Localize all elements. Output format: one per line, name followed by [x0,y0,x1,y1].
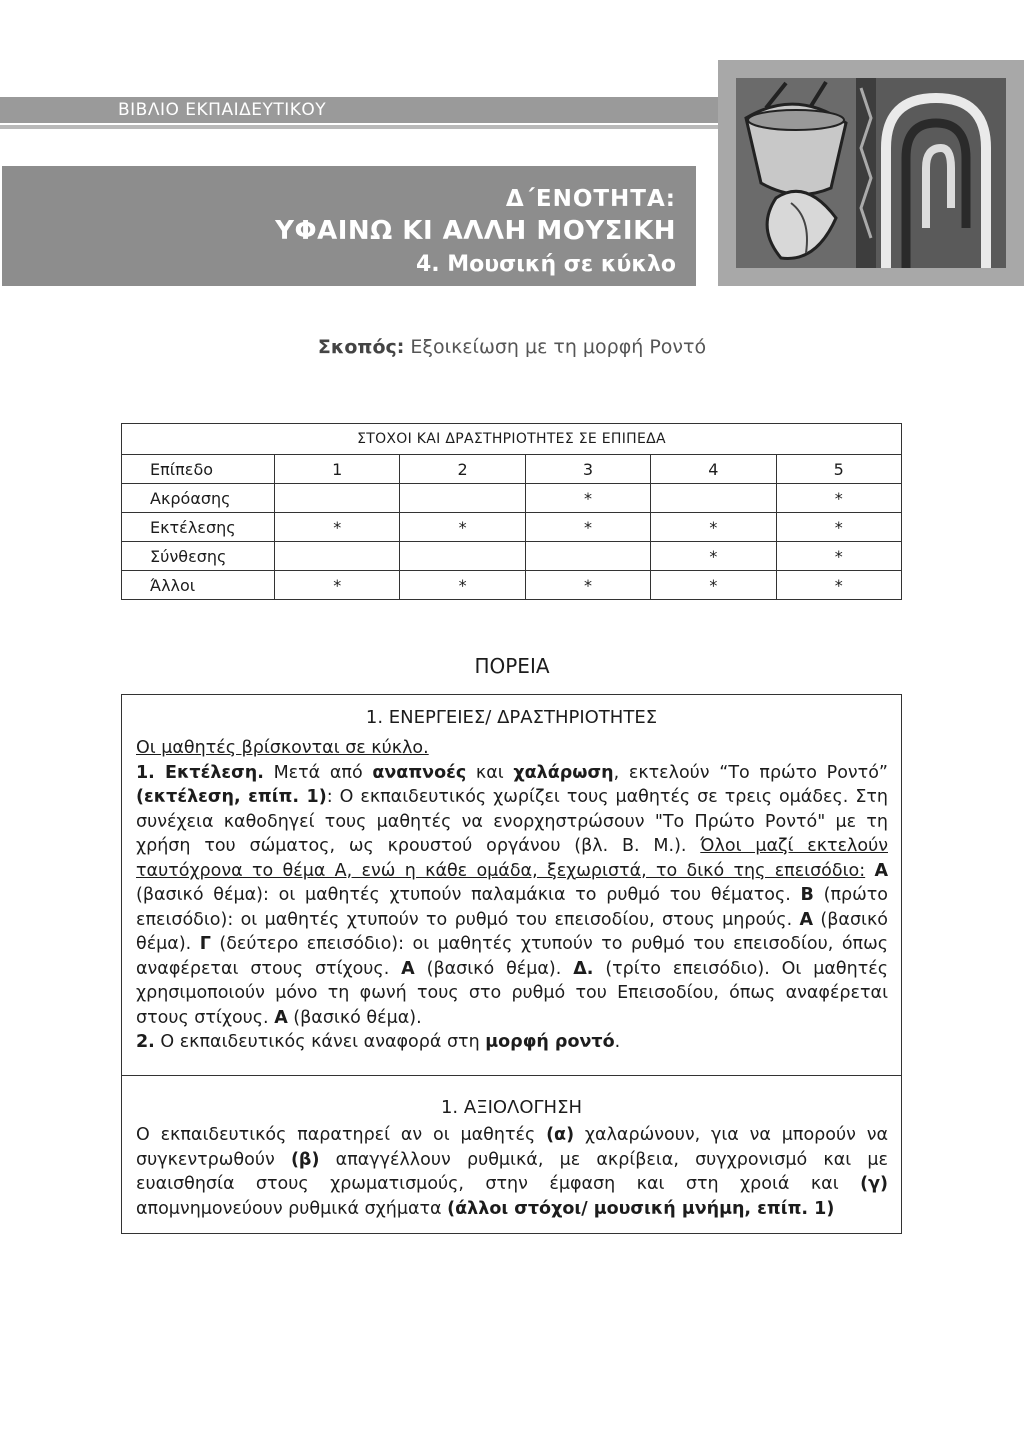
table-title-row [122,424,902,455]
unit-title: ΥΦΑΙΝΩ ΚΙ ΑΛΛΗ ΜΟΥΣΙΚΗ [275,216,676,246]
text-run: (βασικό θέμα). [414,958,574,979]
text-run: (τρίτο επεισόδιο). Οι μαθητές χρησιμοποιούν μόνο τη φωνή τους στο ρυθμό του Επεισοδίου, όπως αναφέρεται στους στίχους. [136,958,888,1028]
table-title: ΣΤΟΧΟΙ ΚΑΙ ΔΡΑΣΤΗΡΙΟΤΗΤΕΣ ΣΕ ΕΠΙΠΕΔΑ [122,424,902,455]
table-cell: * [776,542,902,571]
text-run: χαλάρωση [513,762,614,783]
artwork-frame [718,60,1024,286]
row-label: Εκτέλεσης [122,513,275,542]
activities-paragraph-1 [136,761,888,1031]
text-run: και [466,762,514,783]
text-run: Όλοι μαζί εκτελούν ταυτόχρονα το θέμα Α, ενώ η κάθε ομάδα, ξεχωριστά, το δικό της επεισόδιο: [136,836,888,881]
table-header-row [122,455,902,484]
activities-paragraph-2 [136,1030,888,1055]
table-cell: * [776,484,902,513]
unit-number: Δ΄ΕΝΟΤΗΤΑ: [505,186,676,212]
table-row [122,513,902,542]
table-row [122,484,902,513]
text-run: 1. Εκτέλεση. [136,762,264,783]
text-run: (α) [546,1125,575,1145]
assessment-text [136,1123,888,1221]
text-run: . [614,1032,621,1052]
table-cell [651,484,776,513]
text-run: αναπνοές [372,762,467,783]
table-row [122,542,902,571]
text-run: (βασικό θέμα): οι μαθητές χτυπούν παλαμάκια το ρυθμό του θέματος. [136,885,801,905]
text-run: απαγγέλλουν ρυθμικά, με ακρίβεια, συγχρονισμό και με ευαισθησία στους χρωματισμούς, στην έμφαση και στη χροιά και [136,1149,888,1194]
text-run: (β) [290,1149,320,1170]
unit-title-box [2,166,696,286]
table-cell: * [400,571,525,600]
text-run: Ο εκπαιδευτικός κάνει αναφορά στη [154,1032,486,1052]
text-run: (γ) [860,1174,888,1194]
table-cell: * [275,513,400,542]
purpose-text: Εξοικείωση με τη μορφή Ροντό [404,336,707,358]
header-strip-rule [0,125,718,129]
levels-table [121,423,902,600]
text-run: Α [874,860,888,881]
text-run: μορφή ροντό [485,1032,615,1052]
lesson-purpose [0,336,1024,358]
text-run: (βασικό θέμα). [136,909,888,954]
book-label: ΒΙΒΛΙΟ ΕΚΠΑΙΔΕΥΤΙΚΟΥ [118,100,327,120]
activities-intro: Οι μαθητές βρίσκονται σε κύκλο. [136,738,429,758]
table-cell: * [776,571,902,600]
table-cell [275,542,400,571]
header-cell: Επίπεδο [122,455,275,484]
text-run: (πρώτο επεισόδιο): οι μαθητές χτυπούν το ρυθμό του επεισοδίου, στους μηρούς. [136,885,888,930]
activities-title: 1. ΕΝΕΡΓΕΙΕΣ/ ΔΡΑΣΤΗΡΙΟΤΗΤΕΣ [365,707,658,728]
header-cell: 4 [651,455,776,484]
text-run: Α [401,958,415,979]
table-cell [525,542,650,571]
header-cell: 2 [400,455,525,484]
header-strip [0,97,718,123]
table-cell: * [525,513,650,542]
row-label: Άλλοι [122,571,275,600]
text-run: Α [799,909,814,930]
text-run: , εκτελούν “Το πρώτο Ροντό” [613,762,888,783]
table-cell: * [525,571,650,600]
text-run: Γ [199,934,211,954]
text-run: (εκτέλεση, επίπ. 1) [136,787,327,807]
text-run: χαλαρώνουν, για να μπορούν να συγκεντρωθούν [136,1125,889,1170]
header-cell: 5 [776,455,902,484]
table-cell: * [651,513,776,542]
text-run: Ο εκπαιδευτικός παρατηρεί αν οι μαθητές [136,1125,547,1145]
row-label: Σύνθεσης [122,542,275,571]
table-cell: * [776,513,902,542]
table-cell: * [275,571,400,600]
section-divider [122,1075,901,1076]
table-cell: * [525,484,650,513]
table-row [122,571,902,600]
text-run: (βασικό θέμα). [287,1007,422,1028]
text-run: : Ο εκπαιδευτικός χωρίζει τους μαθητές σε τρεις ομάδες. Στη συνέχεια καθοδηγεί τους μαθητές να ενορχηστρώσουν "Το Πρώτο Ροντό" με τη χρήση του σώματος, ως κρουστού οργάνου (βλ. Β. Μ.). [136,787,889,856]
header-cell: 1 [275,455,400,484]
header-cell: 3 [525,455,650,484]
table-cell: * [400,513,525,542]
activities-text [136,736,888,1055]
table-cell [400,484,525,513]
course-box [121,694,902,1234]
text-run: Α [274,1007,288,1028]
table-cell [275,484,400,513]
assessment-title: 1. ΑΞΙΟΛΟΓΗΣΗ [440,1097,582,1118]
row-label: Ακρόασης [122,484,275,513]
text-run: απομνημονεύουν ρυθμικά σχήματα [136,1198,448,1219]
course-heading: ΠΟΡΕΙΑ [474,654,550,678]
table-cell: * [651,571,776,600]
lesson-title: 4. Μουσική σε κύκλο [415,252,676,277]
purpose-label: Σκοπός: [317,336,405,358]
text-run: (άλλοι στόχοι/ μουσική μνήμη, επίπ. 1) [447,1198,835,1219]
text-run: Μετά από [263,762,373,783]
abstract-artwork-image [736,78,1006,268]
text-run: (δεύτερο επεισόδιο): οι μαθητές χτυπούν το ρυθμό του επεισοδίου, όπως αναφέρεται στους στίχους. [136,934,888,979]
text-run: Δ. [573,958,594,979]
table-cell [400,542,525,571]
table-cell: * [651,542,776,571]
text-run: Β [800,885,814,905]
text-run: 2. [136,1032,155,1052]
